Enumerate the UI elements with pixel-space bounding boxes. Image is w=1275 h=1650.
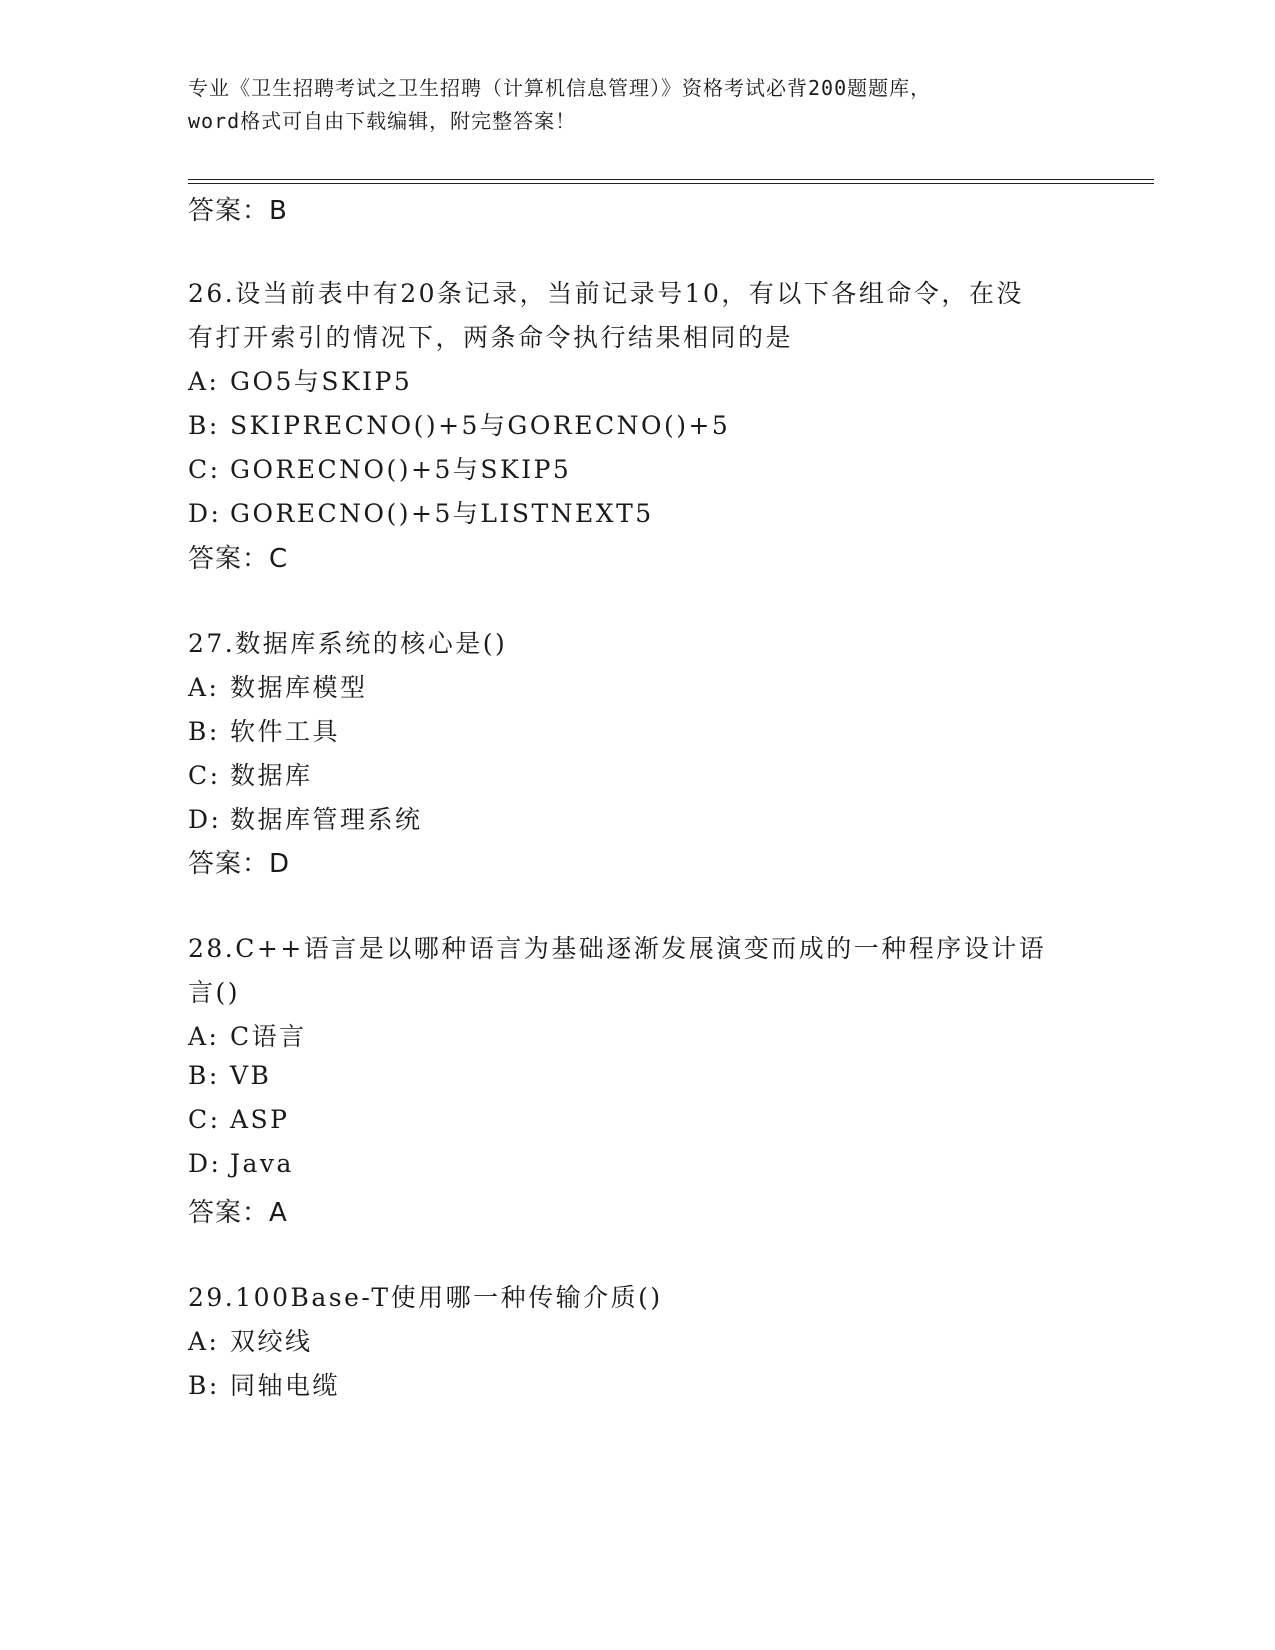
option-b — [188, 1366, 340, 1402]
header-line-1: 专业《卫生招聘考试之卫生招聘（计算机信息管理）》资格考试必背200题题库， — [188, 76, 932, 100]
option-letter: A: — [188, 1327, 220, 1356]
option-letter: D: — [188, 499, 222, 528]
question-text-line: 言() — [188, 978, 241, 1007]
option-letter: D: — [188, 1149, 222, 1178]
option-text: GORECNO()+5与LISTNEXT5 — [230, 499, 654, 528]
answer-q26: 答案：C — [188, 544, 289, 574]
option-text: C语言 — [230, 1022, 307, 1051]
option-letter: A: — [188, 1022, 220, 1051]
option-text: ASP — [230, 1105, 290, 1134]
option-letter: A: — [188, 673, 220, 702]
option-letter: C: — [188, 1105, 221, 1134]
option-text: GO5与SKIP5 — [230, 367, 413, 396]
header-divider-top — [188, 179, 1154, 180]
question-text-line: 26.设当前表中有20条记录，当前记录号10，有以下各组命令，在没 — [188, 279, 1024, 308]
option-text: SKIPRECNO()+5与GORECNO()+5 — [230, 411, 731, 440]
option-d — [188, 1149, 294, 1178]
question-text-line: 29.100Base-T使用哪一种传输介质() — [188, 1283, 663, 1312]
option-d — [188, 494, 654, 530]
option-letter: B: — [188, 1371, 220, 1400]
option-text: 双绞线 — [230, 1327, 313, 1356]
header-divider-bottom — [188, 183, 1154, 184]
option-c — [188, 1105, 290, 1134]
answer-q25: 答案：B — [188, 196, 288, 226]
option-c — [188, 756, 313, 792]
option-a — [188, 362, 412, 398]
option-b — [188, 1061, 271, 1090]
option-text: VB — [230, 1061, 272, 1090]
option-a — [188, 1017, 307, 1053]
question-text-line: 27.数据库系统的核心是() — [188, 629, 508, 658]
option-letter: B: — [188, 411, 220, 440]
option-letter: D: — [188, 805, 222, 834]
header-line-2: word格式可自由下载编辑，附完整答案！ — [188, 109, 577, 133]
question-text-line: 28.C++语言是以哪种语言为基础逐渐发展演变而成的一种程序设计语 — [188, 934, 1047, 963]
option-b — [188, 406, 730, 442]
option-letter: C: — [188, 455, 221, 484]
option-letter: B: — [188, 717, 220, 746]
answer-q28: 答案：A — [188, 1198, 288, 1228]
document-header — [188, 72, 1088, 138]
answer-q27: 答案：D — [188, 849, 291, 879]
option-d — [188, 800, 423, 836]
option-text: 数据库 — [230, 761, 313, 790]
question-text-line: 有打开索引的情况下，两条命令执行结果相同的是 — [188, 323, 794, 352]
option-c — [188, 450, 571, 486]
option-a — [188, 668, 368, 704]
option-letter: B: — [188, 1061, 220, 1090]
option-letter: C: — [188, 761, 221, 790]
option-a — [188, 1322, 313, 1358]
option-text: Java — [230, 1149, 294, 1178]
option-b — [188, 712, 340, 748]
option-text: 软件工具 — [230, 717, 341, 746]
option-text: 数据库管理系统 — [230, 805, 423, 834]
option-letter: A: — [188, 367, 220, 396]
option-text: 同轴电缆 — [230, 1371, 341, 1400]
option-text: 数据库模型 — [230, 673, 368, 702]
option-text: GORECNO()+5与SKIP5 — [230, 455, 572, 484]
